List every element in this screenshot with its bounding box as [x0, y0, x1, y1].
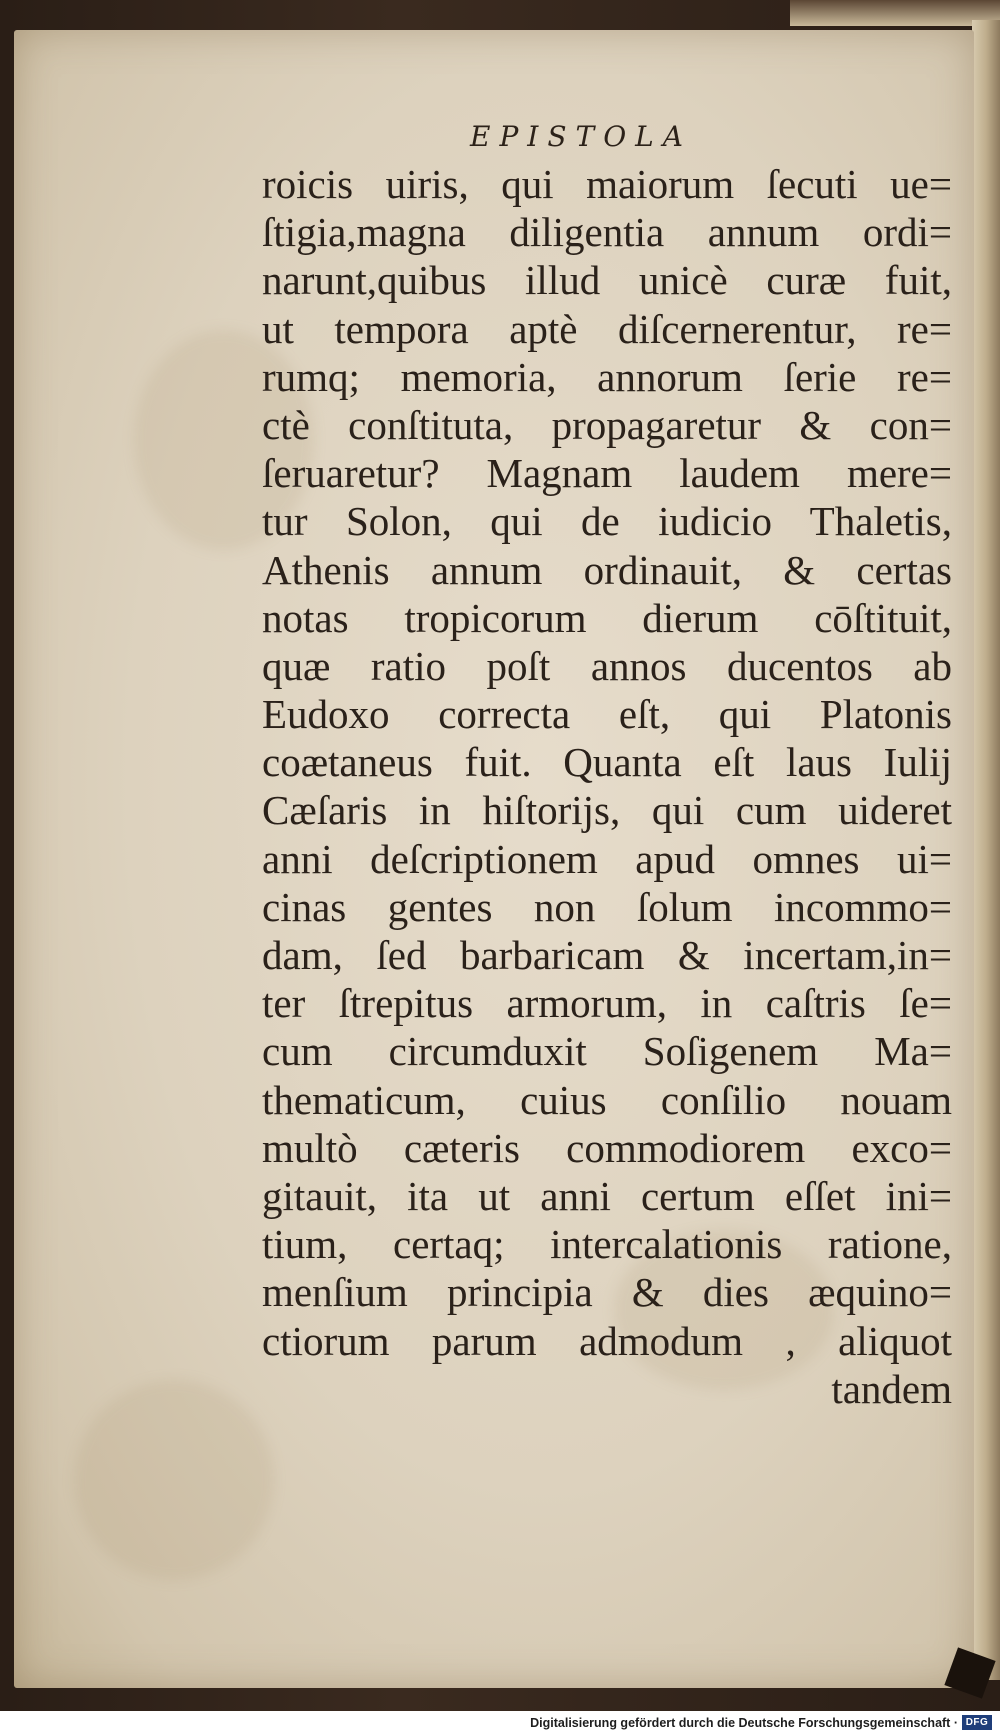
text-line: ctiorum parum admodum , aliquot [262, 1317, 952, 1364]
text-line: thematicum, cuius conſilio nouam [262, 1076, 952, 1123]
text-line: cum circumduxit Soſigenem Ma= [262, 1028, 952, 1075]
text-line: ut tempora aptè diſcernerentur, re= [262, 305, 952, 352]
page-top-edge [790, 0, 1000, 26]
text-line: Cæſaris in hiſtorijs, qui cum uideret [262, 787, 952, 834]
catchword: tandem [831, 1365, 952, 1412]
footer-bar [0, 1711, 1000, 1733]
dfg-logo: DFG [962, 1715, 992, 1730]
text-line: menſium principia & dies æquino= [262, 1269, 952, 1316]
text-line: gitauit, ita ut anni certum eſſet ini= [262, 1172, 952, 1219]
body-text [262, 160, 952, 1413]
text-line: anni deſcriptionem apud omnes ui= [262, 835, 952, 882]
text-line: multò cæteris commodiorem exco= [262, 1124, 952, 1171]
text-line: Athenis annum ordinauit, & certas [262, 546, 952, 593]
digitization-credit: Digitalisierung gefördert durch die Deutsche Forschungsgemeinschaft · [530, 1716, 958, 1730]
text-line: tium, certaq; intercalationis ratione, [262, 1221, 952, 1268]
text-line: notas tropicorum dierum cōſtituit, [262, 594, 952, 641]
text-line: cinas gentes non ſolum incommo= [262, 883, 952, 930]
text-line: roicis uiris, qui maiorum ſecuti ue= [262, 161, 952, 207]
text-line: ter ſtrepitus armorum, in caſtris ſe= [262, 980, 952, 1027]
text-line: rumq; memoria, annorum ſerie re= [262, 353, 952, 400]
text-line: Eudoxo correcta eſt, qui Platonis [262, 691, 952, 738]
running-head: EPISTOLA [470, 120, 692, 153]
text-line: ctè conſtituta, propagaretur & con= [262, 401, 952, 448]
paper-stain [74, 1380, 274, 1580]
text-line: quæ ratio poſt annos ducentos ab [262, 642, 952, 689]
text-line: coætaneus fuit. Quanta eſt laus Iulij [262, 739, 952, 786]
text-line: ſeruaretur? Magnam laudem mere= [262, 450, 952, 497]
text-line: tur Solon, qui de iudicio Thaletis, [262, 498, 952, 545]
text-line: dam, ſed barbaricam & incertam,in= [262, 932, 952, 978]
text-line: ſtigia,magna diligentia annum ordi= [262, 209, 952, 256]
page-edge-right [972, 20, 1000, 1680]
text-line: narunt,quibus illud unicè curæ fuit, [262, 257, 952, 304]
